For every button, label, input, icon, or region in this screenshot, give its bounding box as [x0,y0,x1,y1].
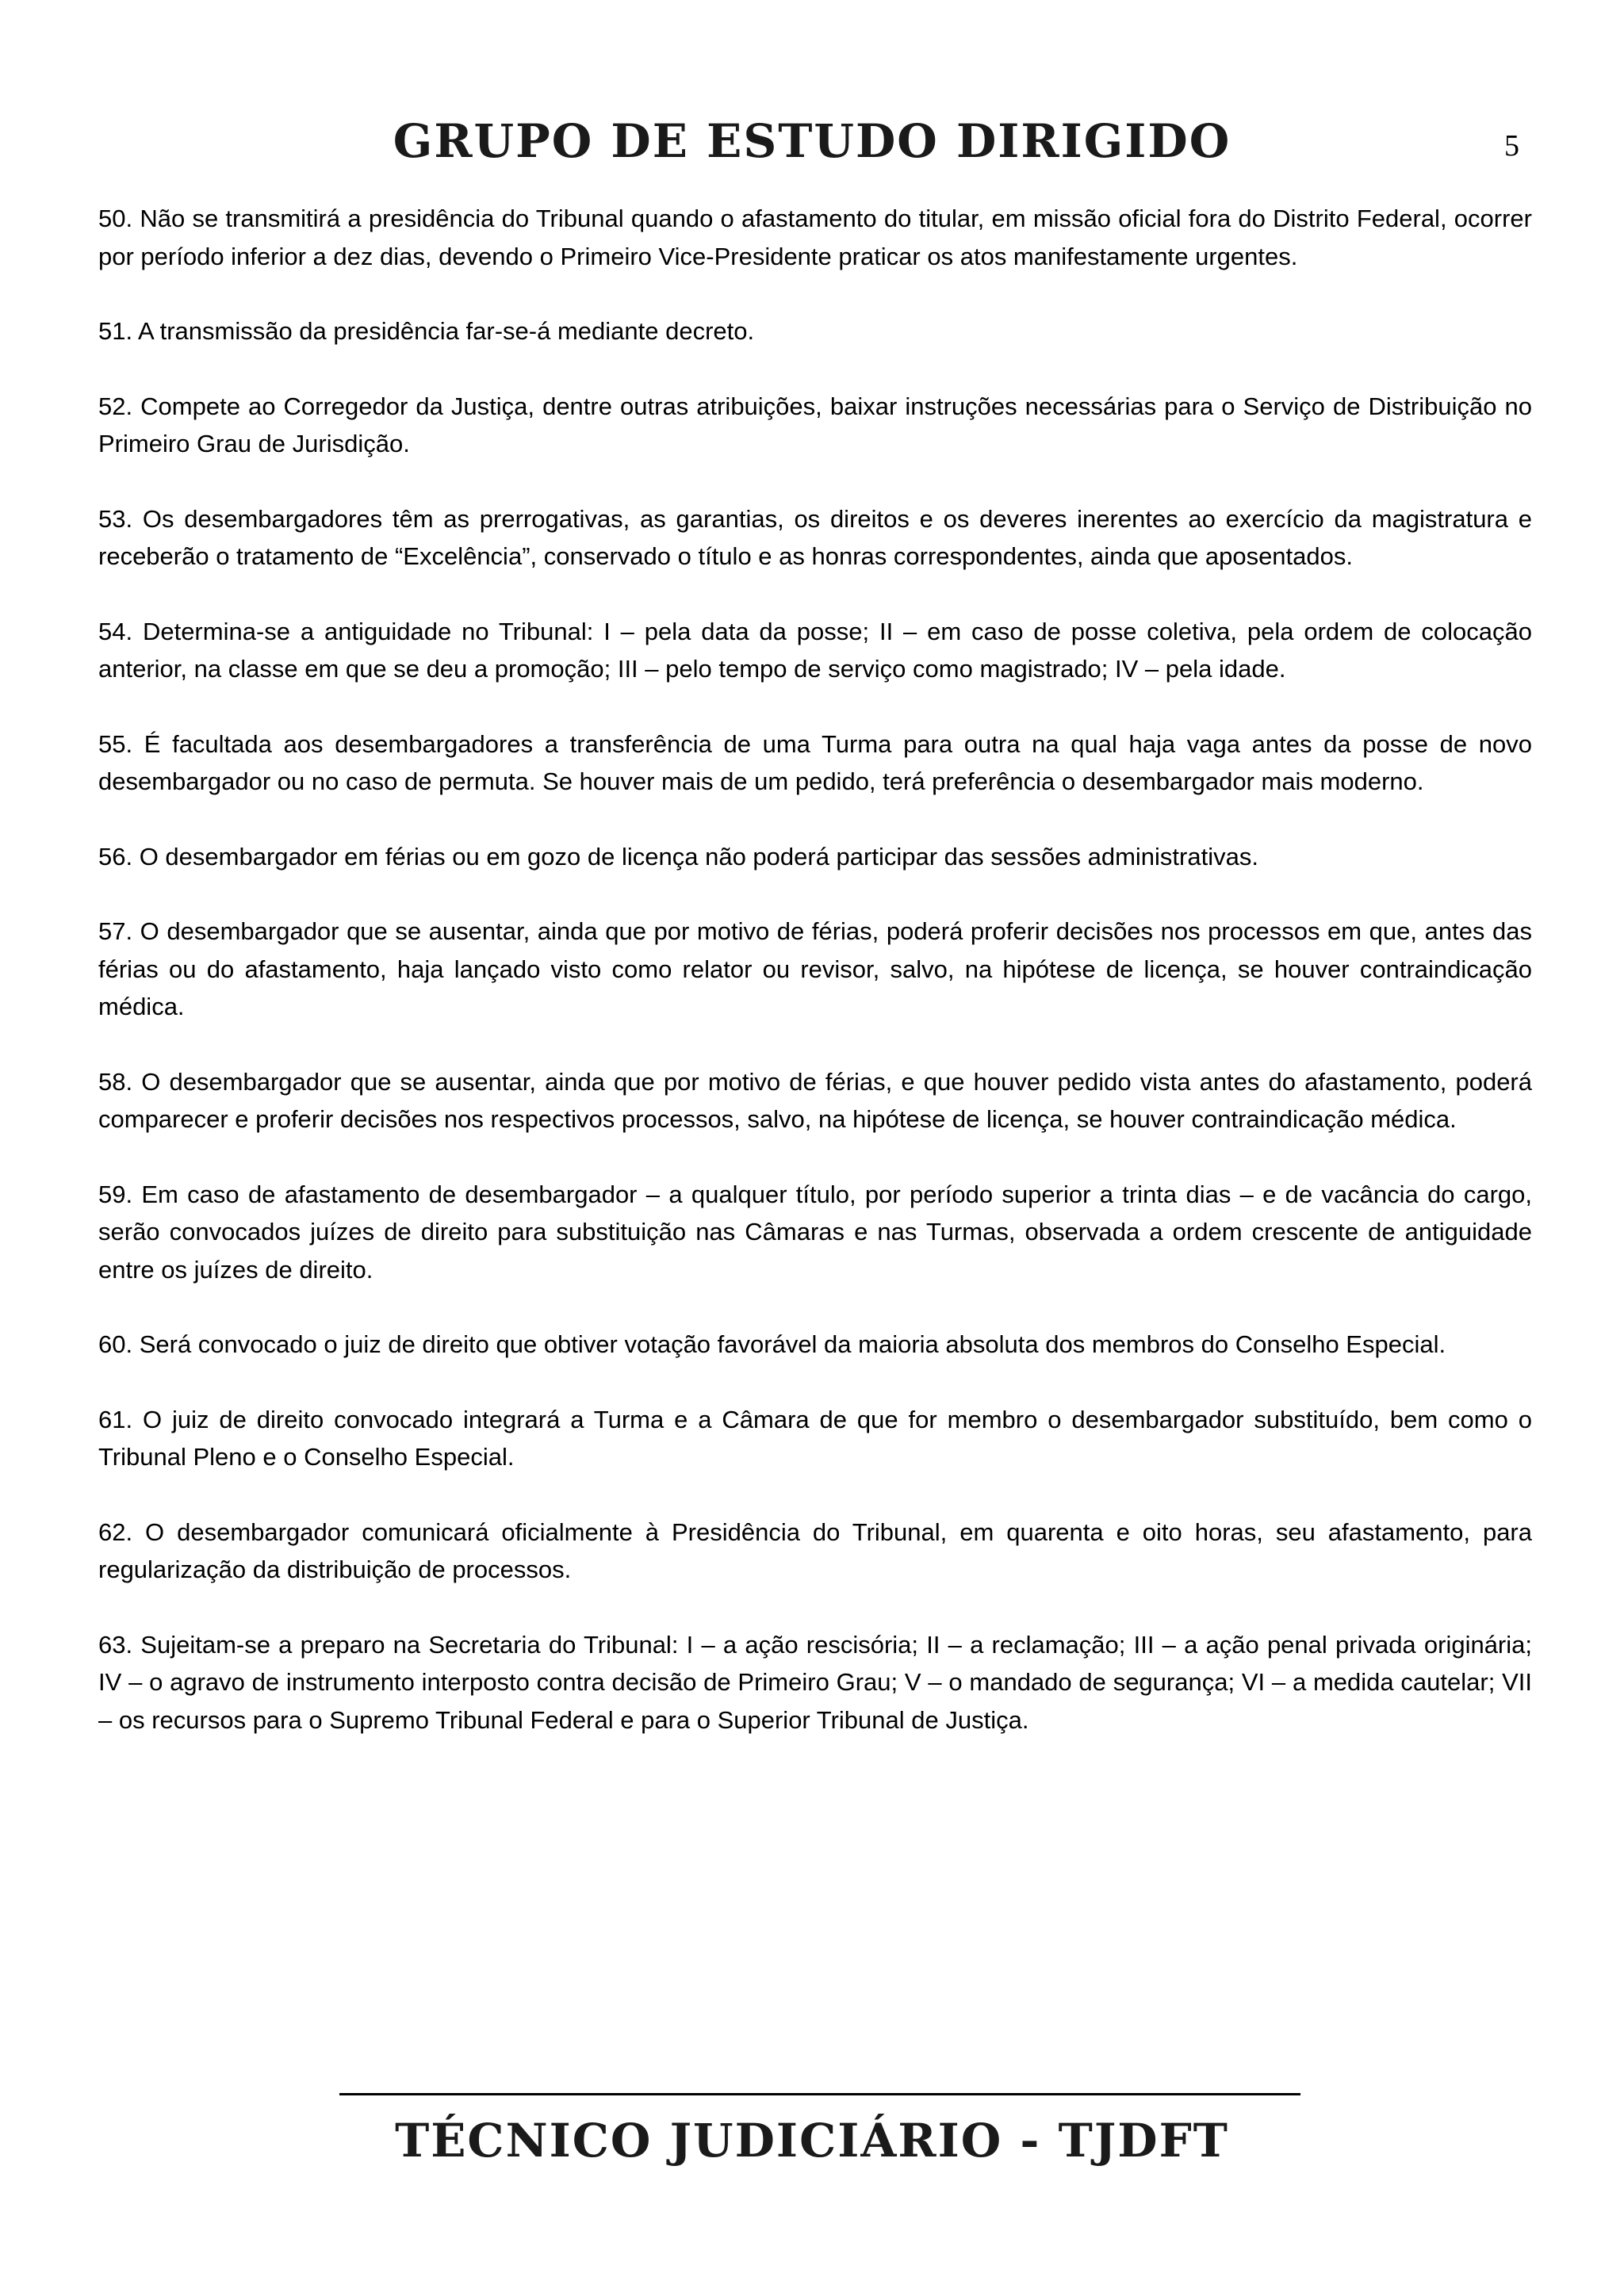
footer-divider [339,2093,1300,2095]
item-54: 54. Determina-se a antiguidade no Tribunal: I – pela data da posse; II – em caso de posse coletiva, pela ordem de colocação anterior, na classe em que se deu a promoção; III – pelo tempo de serviço como magistrado; IV – pela idade. [98,617,1532,683]
header-title: GRUPO DE ESTUDO DIRIGIDO [393,114,1231,168]
item-50: 50. Não se transmitirá a presidência do Tribunal quando o afastamento do titular, em missão oficial fora do Distrito Federal, ocorrer por período inferior a dez dias, devendo o Primeiro Vice-Presidente praticar os atos manifestamente urgentes. [98,205,1532,270]
page-header [0,109,1624,173]
document-body [98,200,1532,1776]
item-56: 56. O desembargador em férias ou em gozo de licença não poderá participar das sessões administrativas. [98,842,1258,871]
item-63: 63. Sujeitam-se a preparo na Secretaria do Tribunal: I – a ação rescisória; II – a reclamação; III – a ação penal privada originária; IV – o agravo de instrumento interposto contra decisão de Primeiro Grau; V – o mandado de segurança; VI – a medida cautelar; VII – os recursos para o Supremo Tribunal Federal e para o Superior Tribunal de Justiça. [98,1630,1532,1734]
page-number: 5 [1504,129,1519,163]
item-57: 57. O desembargador que se ausentar, ainda que por motivo de férias, poderá proferir decisões nos processos em que, antes das férias ou do afastamento, haja lançado visto como relator ou revisor, salvo, na hipótese de licença, se houver contraindicação médica. [98,917,1532,1020]
item-51: 51. A transmissão da presidência far-se-á mediante decreto. [98,317,755,345]
item-60: 60. Será convocado o juiz de direito que obtiver votação favorável da maioria absoluta dos membros do Conselho Especial. [98,1330,1446,1358]
item-53: 53. Os desembargadores têm as prerrogativas, as garantias, os direitos e os deveres inerentes ao exercício da magistratura e receberão o tratamento de “Excelência”, conservado o título e as honras correspondentes, ainda que aposentados. [98,504,1532,570]
footer-title: TÉCNICO JUDICIÁRIO - TJDFT [395,2114,1229,2168]
item-58: 58. O desembargador que se ausentar, ainda que por motivo de férias, e que houver pedido vista antes do afastamento, poderá comparecer e proferir decisões nos respectivos processos, salvo, na hipótese de licença, se houver contraindicação médica. [98,1067,1532,1133]
item-59: 59. Em caso de afastamento de desembargador – a qualquer título, por período superior a trinta dias – e de vacância do cargo, serão convocados juízes de direito para substituição nas Câmaras e nas Turmas, observada a ordem crescente de antiguidade entre os juízes de direito. [98,1180,1532,1284]
item-61: 61. O juiz de direito convocado integrará a Turma e a Câmara de que for membro o desembargador substituído, bem como o Tribunal Pleno e o Conselho Especial. [98,1405,1532,1471]
item-52: 52. Compete ao Corregedor da Justiça, dentre outras atribuições, baixar instruções necessárias para o Serviço de Distribuição no Primeiro Grau de Jurisdição. [98,392,1532,457]
item-55: 55. É facultada aos desembargadores a transferência de uma Turma para outra na qual haja vaga antes da posse de novo desembargador ou no caso de permuta. Se houver mais de um pedido, terá preferência o desembargador mais moderno. [98,729,1532,795]
item-62: 62. O desembargador comunicará oficialmente à Presidência do Tribunal, em quarenta e oito horas, seu afastamento, para regularização da distribuição de processos. [98,1517,1532,1583]
